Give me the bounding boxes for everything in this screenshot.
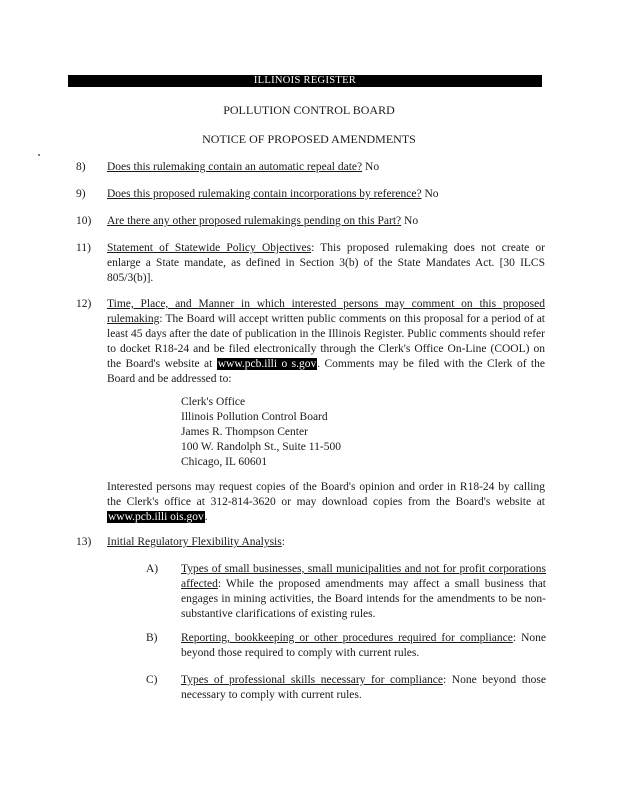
notice-title: NOTICE OF PROPOSED AMENDMENTS — [202, 132, 416, 146]
copies-paragraph — [107, 480, 545, 525]
item-heading: Are there any other proposed rulemakings pending on this Part? — [107, 215, 402, 227]
item-heading: Does this proposed rulemaking contain incorporations by reference? — [107, 188, 422, 200]
item-number: 12) — [76, 298, 92, 310]
copies-text: Interested persons may request copies of the Board's opinion and order in R18-24 by calling the Clerk's office at 312-814-3620 or may download copies from the Board's website at — [107, 481, 545, 508]
subitem-body — [181, 673, 546, 703]
subitem-text: : None beyond those necessary to comply with current rules. — [181, 674, 547, 701]
item-body — [107, 535, 545, 550]
subitem-body — [181, 631, 546, 661]
subitem-heading: Types of small businesses, small municipalities and not for profit corporations affected — [181, 563, 546, 590]
item-heading: Time, Place, and Manner in which interested persons may comment on this proposed rulemaking — [107, 298, 545, 325]
clerk-address — [181, 395, 481, 470]
item-text: No — [401, 215, 419, 227]
item-text: No — [421, 188, 439, 200]
subitem-label: A) — [146, 563, 159, 575]
subitem-label: C) — [146, 674, 158, 686]
subitem-text: : While the proposed amendments may affect a small business that engages in mining activities, the Board intends for the amendments to be non-substantive clarifications of existing rules. — [181, 578, 546, 620]
address-line: Illinois Pollution Control Board — [181, 411, 328, 423]
subitem-text: : None beyond those required to comply with current rules. — [181, 632, 546, 659]
item-heading: Initial Regulatory Flexibility Analysis — [107, 536, 282, 548]
board-website-link[interactable]: www.pcb.illi o s.gov — [217, 358, 317, 370]
item-number: 11) — [76, 242, 91, 254]
copies-end: . — [204, 511, 208, 523]
address-line: Clerk's Office — [181, 396, 246, 408]
item-body — [107, 297, 545, 387]
item-number: 13) — [76, 536, 92, 548]
subitem-heading: Types of professional skills necessary for compliance — [181, 674, 444, 686]
scan-speck — [38, 154, 40, 156]
item-text: : The Board will accept written public comments on this proposal for a period of at least 45 days after the date of publication in the Illinois Register. Public comments should refer to docket R18-24 and be filed electronically through the Clerk's Office On-Line (COOL) on the Board's website at — [107, 313, 545, 370]
item-body — [107, 187, 545, 202]
address-line: 100 W. Randolph St., Suite 11-500 — [181, 441, 341, 453]
item-heading: Statement of Statewide Policy Objectives — [107, 242, 312, 254]
item-text: : This proposed rulemaking does not create or enlarge a State mandate, as defined in Section 3(b) of the State Mandates Act. [30 ILCS 805/3(b)]. — [107, 242, 545, 284]
register-banner: ILLINOIS REGISTER — [68, 75, 542, 87]
item-heading: Does this rulemaking contain an automatic repeal date? — [107, 161, 363, 173]
item-number: 9) — [76, 188, 86, 200]
item-text: : — [281, 536, 285, 548]
subitem-label: B) — [146, 632, 158, 644]
item-number: 10) — [76, 215, 92, 227]
address-line: James R. Thompson Center — [181, 426, 308, 438]
copies-website-link[interactable]: www.pcb.illi ois.gov — [108, 511, 204, 523]
item-text-end: . Comments may be filed with the Clerk of the Board and be addressed to: — [107, 358, 545, 385]
item-body — [107, 214, 545, 229]
item-body — [107, 241, 545, 286]
item-body — [107, 160, 545, 175]
subitem-body — [181, 562, 546, 622]
item-number: 8) — [76, 161, 86, 173]
address-line: Chicago, IL 60601 — [181, 456, 268, 468]
item-text: No — [362, 161, 380, 173]
subitem-heading: Reporting, bookkeeping or other procedures required for compliance — [181, 632, 513, 644]
agency-title: POLLUTION CONTROL BOARD — [223, 103, 395, 117]
